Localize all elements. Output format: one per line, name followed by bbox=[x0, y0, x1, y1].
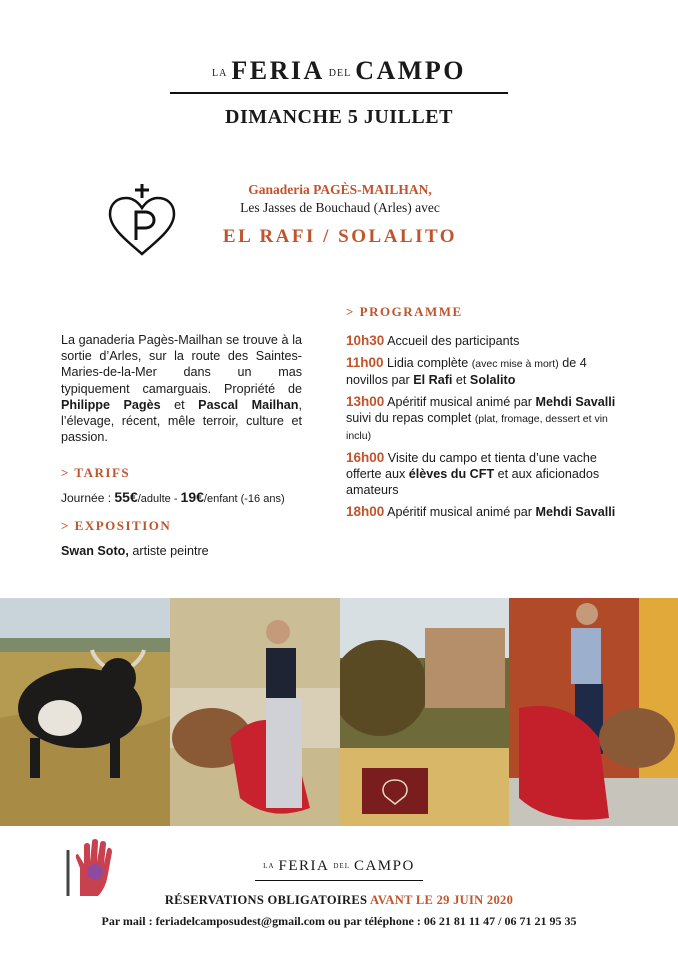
artist-role: artiste peintre bbox=[128, 544, 209, 558]
intro-text-1: La ganaderia Pagès-Mailhan se trouve à la sortie d’Arles, sur la route des Saintes-Maries-de-la-Mer dans un mas typiquement camarguais. Propriété de bbox=[61, 333, 302, 396]
students-name: élèves du CFT bbox=[408, 467, 495, 481]
brand-main-1: FERIA bbox=[231, 56, 325, 85]
contact-line: Par mail : feriadelcamposudest@gmail.com ou par téléphone : 06 21 81 11 47 / 06 71 21 95 35 bbox=[101, 914, 577, 928]
footer-divider bbox=[255, 880, 423, 881]
reservation-notice bbox=[0, 893, 678, 908]
programme-text: de 4 novillos par bbox=[346, 356, 587, 387]
footer-brand-mid: DEL bbox=[333, 862, 350, 870]
musician-name: Mehdi Savalli bbox=[535, 505, 616, 519]
footer-brand-pre: LA bbox=[263, 862, 275, 870]
reservation-deadline: AVANT LE 29 JUIN 2020 bbox=[369, 893, 514, 907]
programme-item bbox=[346, 504, 618, 520]
adult-unit: /adulte - bbox=[137, 493, 181, 505]
child-price: 19€ bbox=[180, 489, 204, 505]
programme-list bbox=[346, 333, 618, 526]
child-unit: /enfant (-16 ans) bbox=[203, 493, 285, 505]
footer-brand bbox=[0, 857, 678, 875]
programme-time: 11h00 bbox=[346, 355, 384, 370]
photo-torero-with-cow bbox=[170, 598, 340, 826]
intro-paragraph bbox=[61, 332, 302, 445]
programme-text: et bbox=[452, 373, 470, 387]
torero-name: Solalito bbox=[469, 373, 516, 387]
reservation-text: RÉSERVATIONS OBLIGATOIRES bbox=[164, 893, 370, 907]
programme-text: Accueil des participants bbox=[384, 334, 520, 348]
photo-bull-in-field bbox=[0, 598, 170, 826]
photo-torero-cape-pass bbox=[509, 598, 678, 826]
photo-mas-gate bbox=[340, 598, 509, 826]
torero-name: El Rafi bbox=[413, 373, 453, 387]
tarifs-heading: > TARIFS bbox=[61, 465, 131, 480]
intro-owner-2: Pascal Mailhan bbox=[198, 397, 299, 412]
programme-item bbox=[346, 333, 618, 349]
exposition-line bbox=[61, 544, 209, 558]
exposition-heading: > EXPOSITION bbox=[61, 518, 172, 533]
programme-time: 13h00 bbox=[346, 394, 385, 409]
footer-brand-main-2: CAMPO bbox=[353, 858, 415, 874]
programme-item bbox=[346, 450, 618, 498]
musician-name: Mehdi Savalli bbox=[535, 395, 616, 409]
programme-heading: > PROGRAMME bbox=[346, 304, 463, 319]
programme-item bbox=[346, 355, 618, 388]
programme-text: suivi du repas complet bbox=[346, 411, 475, 425]
programme-text: et aux aficionados amateurs bbox=[346, 467, 600, 497]
brand-title bbox=[0, 56, 678, 86]
programme-text: Lidia complète bbox=[383, 356, 472, 370]
programme-time: 16h00 bbox=[346, 450, 385, 465]
event-date: DIMANCHE 5 JUILLET bbox=[225, 106, 453, 128]
programme-text: Visite du campo et tienta d’une vache offerte aux bbox=[346, 451, 597, 481]
intro-text-3: , l’élevage, récent, mêle terroir, culture et passion. bbox=[61, 397, 302, 445]
programme-time: 18h00 bbox=[346, 504, 385, 519]
ganaderia-block bbox=[190, 182, 490, 248]
brand-main-2: CAMPO bbox=[355, 56, 466, 85]
footer-brand-main-1: FERIA bbox=[278, 858, 330, 874]
toreros-names: EL RAFI / SOLALITO bbox=[222, 226, 458, 247]
artist-name: Swan Soto, bbox=[61, 544, 129, 558]
photo-strip bbox=[0, 598, 678, 826]
programme-text: Apéritif musical animé par bbox=[384, 395, 536, 409]
programme-note: (plat, fromage, dessert et vin inclu) bbox=[346, 413, 608, 442]
ganaderia-location: Les Jasses de Bouchaud (Arles) avec bbox=[240, 200, 440, 215]
programme-item bbox=[346, 394, 618, 444]
programme-text: Apéritif musical animé par bbox=[384, 505, 536, 519]
intro-owner-1: Philippe Pagès bbox=[61, 397, 161, 412]
tarifs-line bbox=[61, 489, 285, 505]
cross-heart-p-logo-icon bbox=[106, 178, 178, 258]
intro-text-2: et bbox=[160, 397, 199, 412]
brand-mid: DEL bbox=[328, 68, 352, 79]
programme-time: 10h30 bbox=[346, 333, 385, 348]
programme-note: (avec mise à mort) bbox=[471, 358, 559, 370]
ganaderia-name: Ganaderia PAGÈS-MAILHAN, bbox=[248, 182, 432, 197]
brand-pre: LA bbox=[212, 68, 228, 79]
adult-price: 55€ bbox=[114, 489, 138, 505]
brand-divider bbox=[170, 92, 508, 94]
tarifs-label: Journée : bbox=[61, 491, 115, 505]
